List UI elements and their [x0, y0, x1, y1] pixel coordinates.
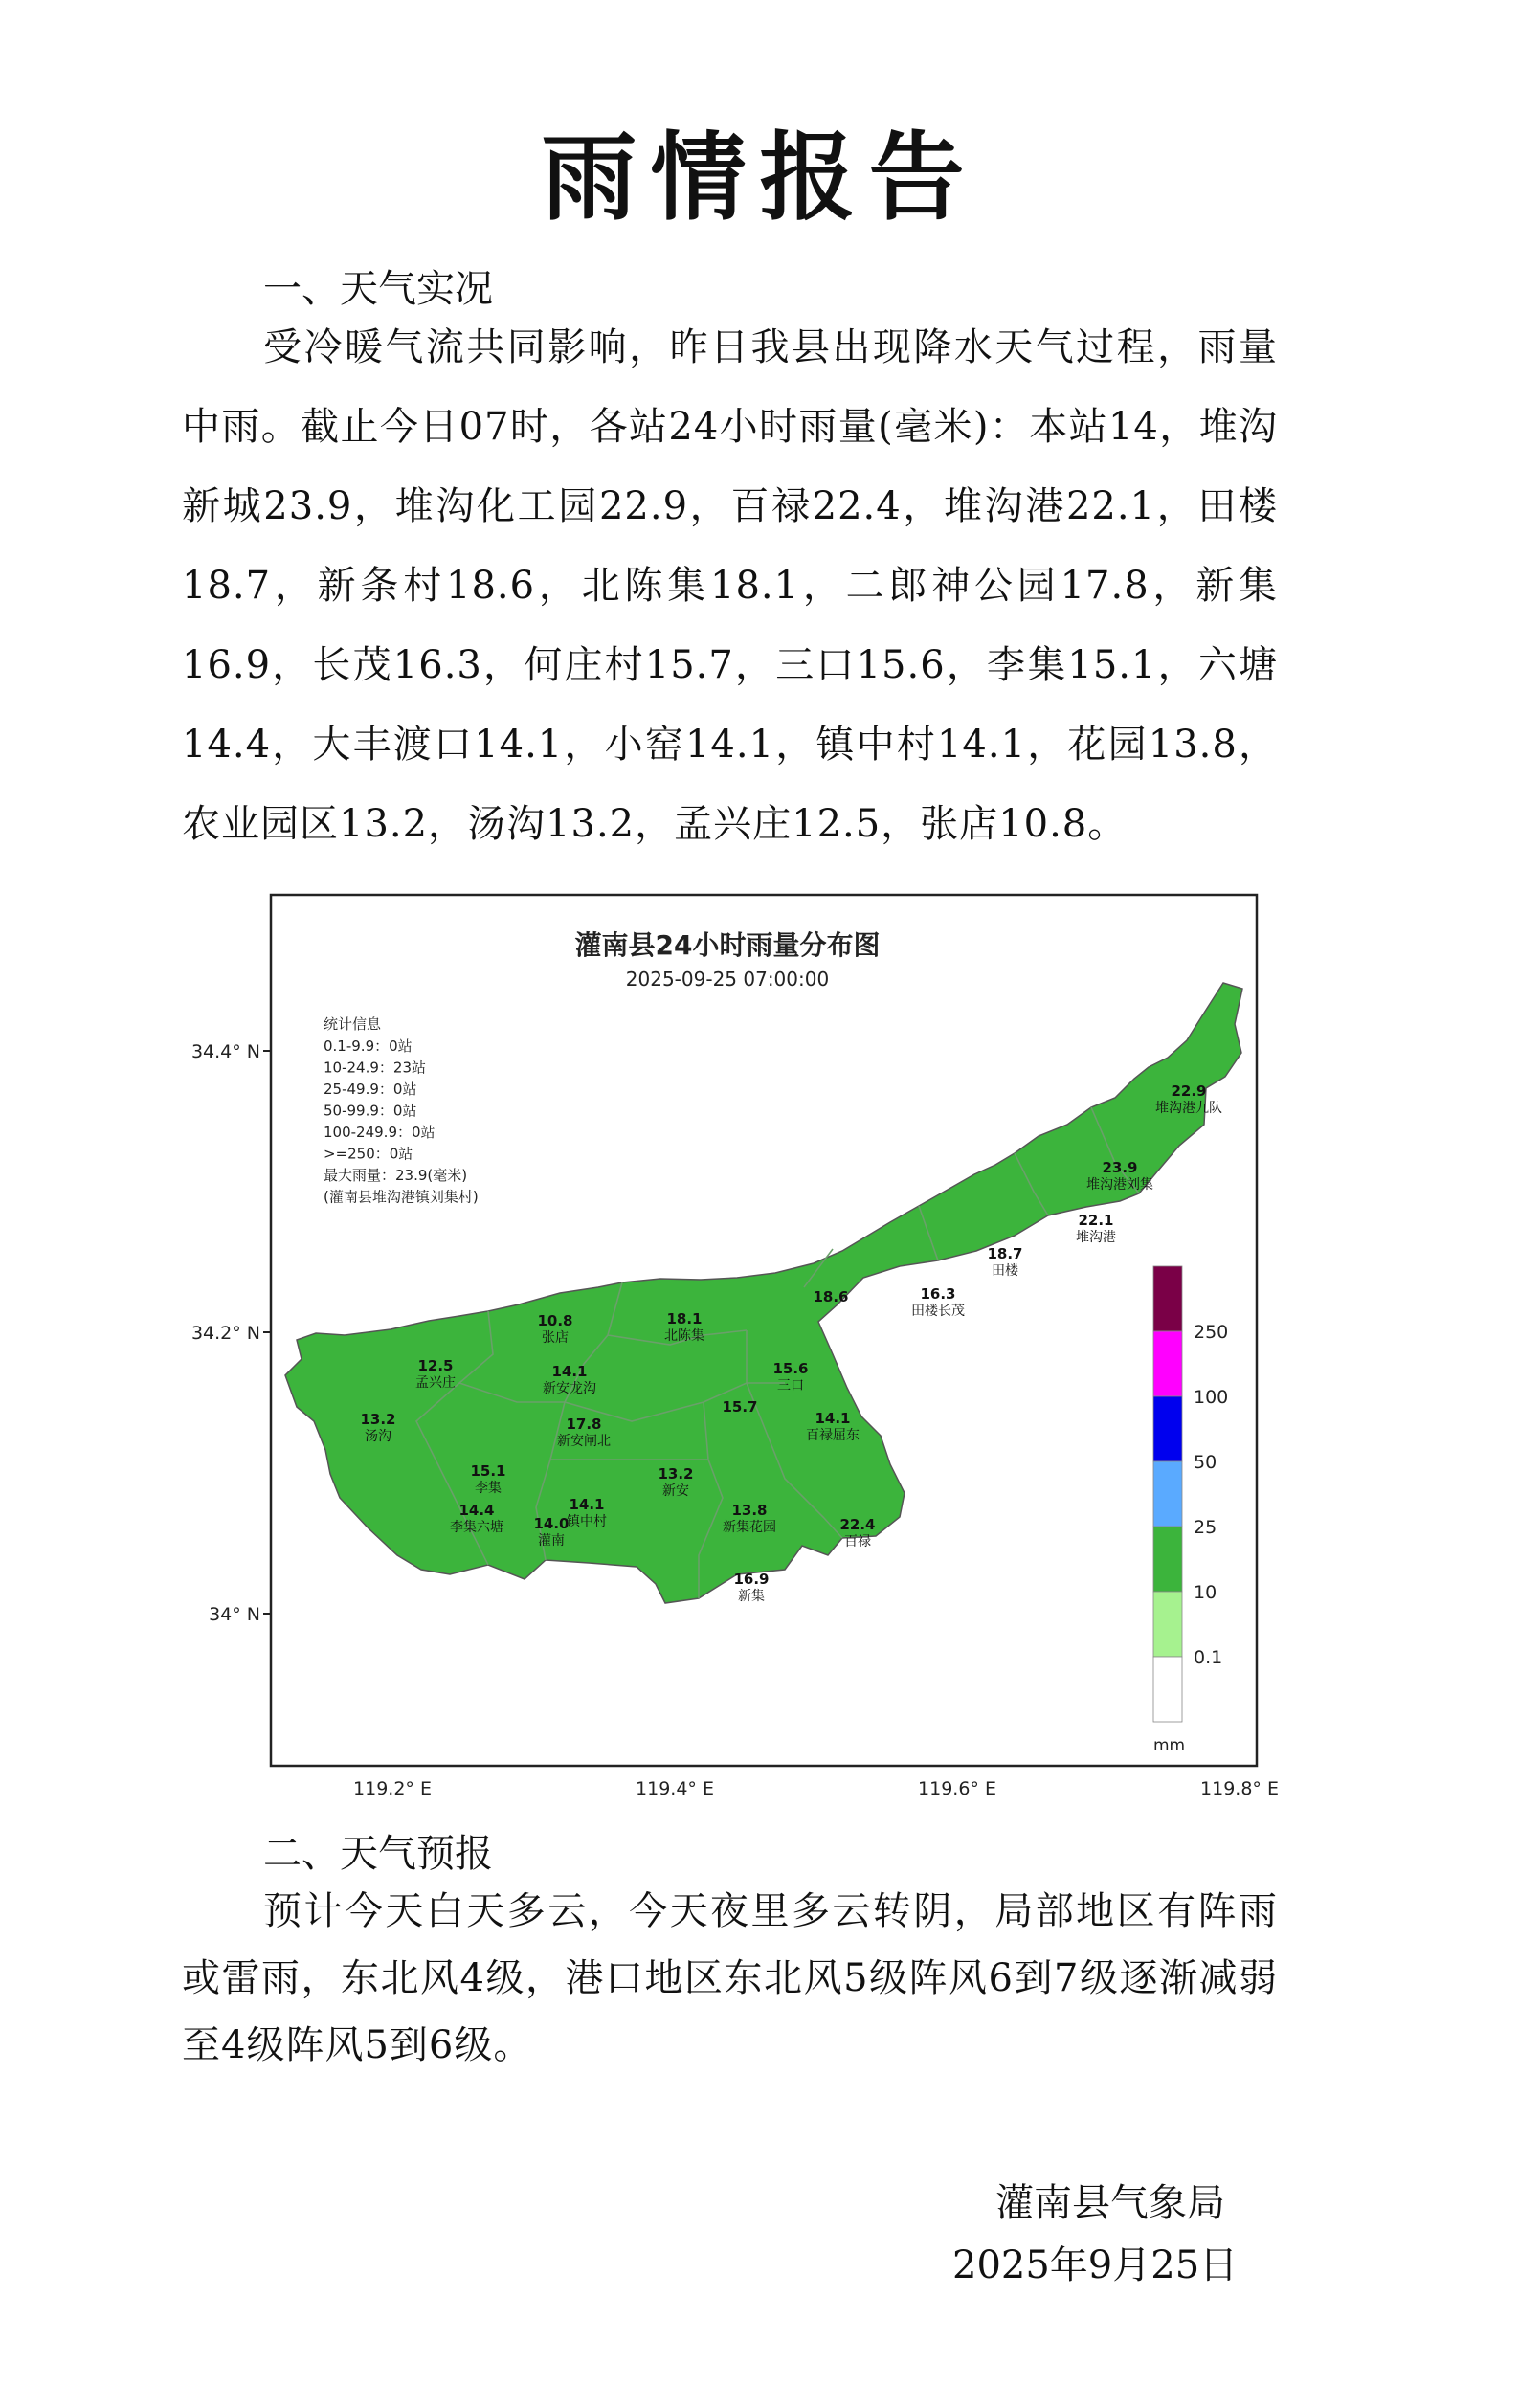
- station-name: 新安: [662, 1483, 689, 1499]
- issuing-organization: 灌南县气象局: [995, 2181, 1225, 2225]
- stats-line: 10-24.9：23站: [324, 1059, 426, 1077]
- station-name: 汤沟: [365, 1429, 391, 1444]
- legend-label: 25: [1194, 1517, 1217, 1538]
- report-title: 雨情报告: [541, 122, 978, 234]
- x-tick-label: 119.2° E: [353, 1778, 432, 1799]
- station-name: 堆沟港九队: [1155, 1101, 1222, 1116]
- stats-line: 100-249.9：0站: [324, 1124, 436, 1141]
- station-value: 18.1: [666, 1310, 703, 1327]
- legend-swatch: [1153, 1592, 1182, 1657]
- station-name: 灌南: [538, 1533, 565, 1549]
- station-name: 张店: [542, 1330, 569, 1346]
- x-tick-label: 119.8° E: [1200, 1778, 1279, 1799]
- station-name: 新安龙沟: [543, 1381, 596, 1396]
- section-heading-forecast: 二、天气预报: [263, 1832, 493, 1876]
- rainfall-distribution-map: [172, 885, 1283, 1823]
- station-name: 新集花园: [723, 1520, 776, 1535]
- stats-line: 50-99.9：0站: [324, 1102, 417, 1120]
- x-tick-label: 119.6° E: [918, 1778, 996, 1799]
- y-tick-label: 34° N: [209, 1604, 260, 1625]
- station-name: 新安闸北: [557, 1434, 611, 1449]
- map-timestamp: 2025-09-25 07:00:00: [625, 968, 830, 991]
- station-name: 李集六塘: [450, 1520, 503, 1535]
- station-value: 17.8: [566, 1416, 602, 1433]
- legend-label: 50: [1194, 1452, 1217, 1473]
- station-name: 百禄屈东: [806, 1428, 860, 1443]
- station-name: 新集: [738, 1589, 765, 1604]
- station-value: 16.3: [920, 1285, 956, 1303]
- legend-swatch: [1153, 1396, 1182, 1461]
- station-value: 14.0: [533, 1515, 570, 1532]
- station-value: 14.1: [551, 1363, 588, 1380]
- stats-line: 最大雨量：23.9(毫米): [324, 1167, 468, 1184]
- x-tick-label: 119.4° E: [636, 1778, 714, 1799]
- legend-swatch: [1153, 1657, 1182, 1722]
- stats-line: 25-49.9：0站: [324, 1081, 417, 1098]
- station-name: 百禄: [844, 1534, 871, 1550]
- station-value: 18.6: [813, 1288, 849, 1305]
- station-value: 13.8: [731, 1502, 768, 1519]
- station-name: 堆沟港刘集: [1086, 1177, 1153, 1193]
- station-value: 10.8: [537, 1312, 573, 1329]
- station-name: 北陈集: [664, 1328, 704, 1344]
- stats-line: (灌南县堆沟港镇刘集村): [324, 1188, 479, 1206]
- x-axis: [353, 1778, 1279, 1799]
- station-value: 23.9: [1102, 1159, 1138, 1176]
- observation-paragraph: 受冷暖气流共同影响，昨日我县出现降水天气过程，雨量中雨。截止今日07时，各站24小时雨量(毫米)：本站14，堆沟新城23.9，堆沟化工园22.9，百禄22.4，堆沟港22.1，田楼18.7，新条村18.6，北陈集18.1，二郎神公园17.8，新集16.9，长茂16.3，何庄村15.7，三口15.6，李集15.1，六塘14.4，大丰渡口14.1，小窑14.1，镇中村14.1，花园13.8，农业园区13.2，汤沟13.2，孟兴庄12.5，张店10.8。: [182, 325, 1278, 846]
- station-name: 田楼: [992, 1263, 1018, 1279]
- legend-label: 10: [1194, 1582, 1217, 1603]
- stats-line: 0.1-9.9：0站: [324, 1037, 413, 1055]
- station-value: 22.9: [1171, 1082, 1207, 1100]
- station-value: 15.1: [470, 1462, 506, 1480]
- station-value: 16.9: [733, 1571, 770, 1588]
- forecast-paragraph: 预计今天白天多云，今天夜里多云转阴，局部地区有阵雨或雷雨，东北风4级，港口地区东北风5级阵风6到7级逐渐减弱至4级阵风5到6级。: [182, 1889, 1278, 2067]
- station-value: 13.2: [360, 1411, 396, 1428]
- stats-title: 统计信息: [324, 1015, 382, 1033]
- station-name: 孟兴庄: [415, 1375, 456, 1391]
- station-value: 15.6: [772, 1360, 809, 1377]
- station-name: 镇中村: [567, 1514, 607, 1529]
- station-value: 22.4: [839, 1516, 876, 1533]
- station-name: 堆沟港: [1076, 1230, 1116, 1245]
- station-name: 李集: [475, 1481, 502, 1496]
- y-tick-label: 34.4° N: [190, 1041, 260, 1062]
- station-value: 12.5: [417, 1357, 454, 1374]
- legend-unit: mm: [1153, 1736, 1186, 1755]
- station-value: 13.2: [658, 1465, 694, 1483]
- legend-swatch: [1153, 1527, 1182, 1592]
- issue-date: 2025年9月25日: [952, 2243, 1239, 2287]
- section-heading-observation: 一、天气实况: [263, 267, 493, 311]
- station-value: 14.1: [815, 1410, 851, 1427]
- y-axis: [191, 1041, 271, 1625]
- station-value: 15.7: [722, 1398, 758, 1416]
- legend-label: 0.1: [1194, 1647, 1223, 1668]
- y-tick-label: 34.2° N: [190, 1323, 260, 1344]
- station-value: 14.1: [569, 1496, 605, 1513]
- legend-swatch: [1153, 1266, 1182, 1331]
- station-value: 22.1: [1078, 1212, 1114, 1229]
- station-value: 18.7: [987, 1245, 1023, 1262]
- legend-swatch: [1153, 1461, 1182, 1527]
- stats-line: >=250：0站: [324, 1145, 413, 1163]
- map-title: 灌南县24小时雨量分布图: [574, 929, 881, 961]
- station-name: 田楼长茂: [911, 1304, 965, 1319]
- legend-label: 100: [1194, 1387, 1229, 1408]
- station-value: 14.4: [458, 1502, 495, 1519]
- station-name: 三口: [777, 1378, 804, 1394]
- legend-swatch: [1153, 1331, 1182, 1396]
- legend-label: 250: [1194, 1322, 1229, 1343]
